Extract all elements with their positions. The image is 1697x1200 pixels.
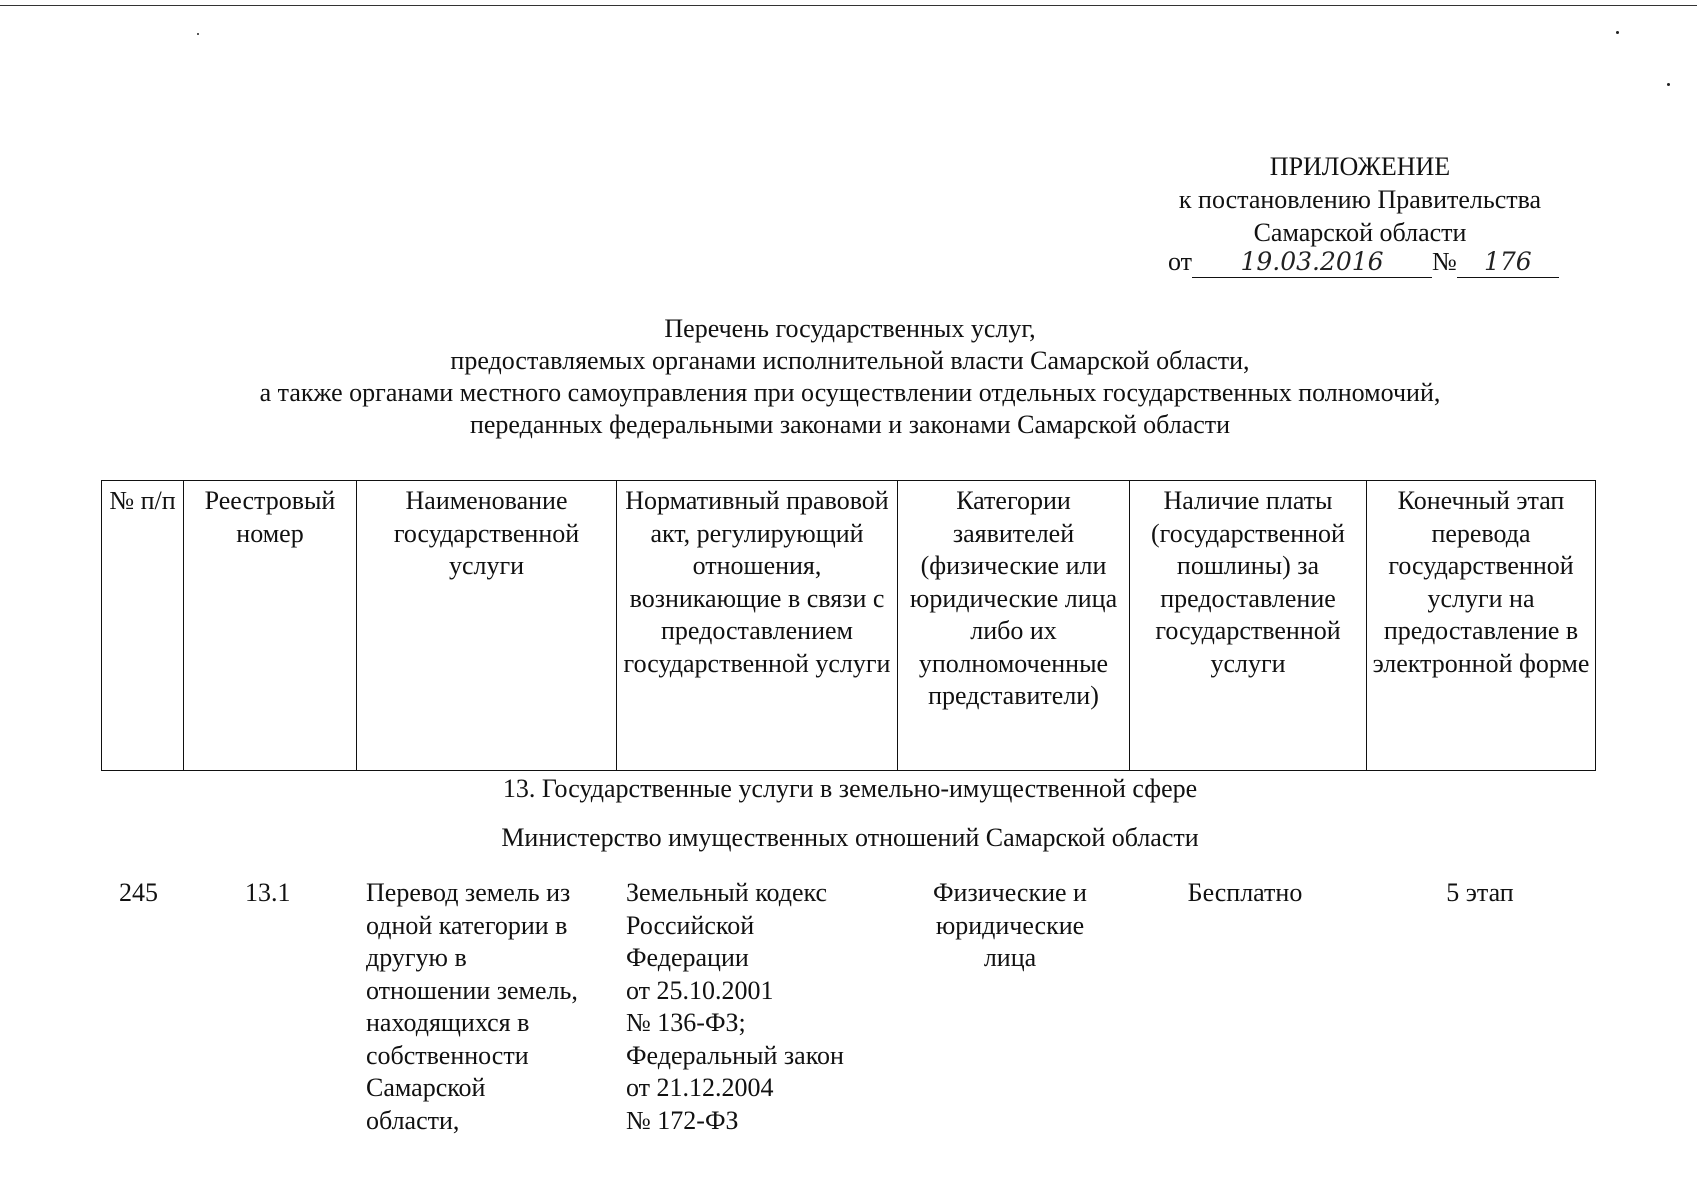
title-line-2: предоставляемых органами исполнительной власти Самарской области, xyxy=(450,346,1250,375)
header-applicants: Категории заявителей (физические или юридические лица либо их уполномоченные представители) xyxy=(898,481,1130,771)
decree-date-row xyxy=(1168,247,1559,278)
header-service-name: Наименование государственной услуги xyxy=(357,481,617,771)
number-label: № xyxy=(1432,247,1457,276)
header-registry: Реестровый номер xyxy=(184,481,357,771)
title-line-3: а также органами местного самоуправления при осуществлении отдельных государственных полномочий, xyxy=(259,378,1441,407)
header-num: № п/п xyxy=(102,481,184,771)
services-table-header xyxy=(101,480,1596,771)
header-fee: Наличие платы (государственной пошлины) за предоставление государственной услуги xyxy=(1130,481,1367,771)
ministry-name: Министерство имущественных отношений Самарской области xyxy=(501,823,1199,852)
row-legal-act: Земельный кодекс Российской Федерации от 25.10.2001 № 136-ФЗ; Федеральный закон от 21.12.2004 № 172-ФЗ xyxy=(626,878,844,1135)
title-line-1: Перечень государственных услуг, xyxy=(664,314,1036,343)
appendix-header xyxy=(1150,150,1570,249)
header-final-stage: Конечный этап перевода государственной услуги на предоставление в электронной форме xyxy=(1367,481,1596,771)
document-title xyxy=(100,313,1600,441)
appendix-line-1: к постановлению Правительства xyxy=(1178,185,1542,214)
scan-speck xyxy=(1667,83,1670,86)
scan-speck xyxy=(1616,31,1619,34)
row-final-stage: 5 этап xyxy=(1446,878,1514,907)
row-registry: 13.1 xyxy=(245,878,291,907)
appendix-line-2: Самарской области xyxy=(1253,218,1467,247)
row-number: 245 xyxy=(119,878,158,907)
appendix-title: ПРИЛОЖЕНИЕ xyxy=(1269,152,1451,181)
scan-speck xyxy=(197,33,199,35)
top-border-line xyxy=(0,5,1697,6)
header-legal-act: Нормативный правовой акт, регулирующий отношения, возникающие в связи с предоставлением государственной услуги xyxy=(617,481,898,771)
title-line-4: переданных федеральными законами и законами Самарской области xyxy=(469,410,1231,439)
decree-date: 19.03.2016 xyxy=(1192,247,1432,278)
row-applicants: Физические и юридические лица xyxy=(933,878,1087,972)
date-label: от xyxy=(1168,247,1193,276)
row-service-name: Перевод земель из одной категории в другую в отношении земель, находящихся в собственности Самарской области, xyxy=(366,878,578,1135)
section-title: 13. Государственные услуги в земельно-имущественной сфере xyxy=(502,774,1198,803)
decree-number: 176 xyxy=(1457,247,1559,278)
header-row xyxy=(102,481,1596,771)
row-fee: Бесплатно xyxy=(1187,878,1303,907)
